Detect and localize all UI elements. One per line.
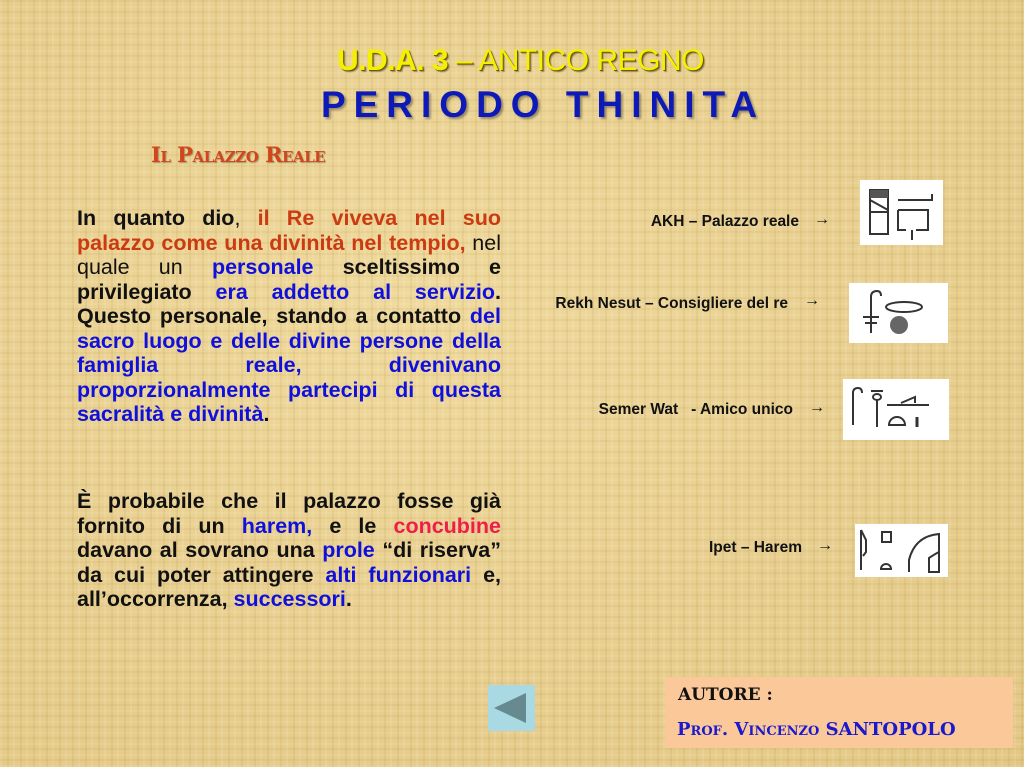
arrow-right-icon: → [817, 537, 833, 554]
title-unit: U.D.A. 3 [337, 44, 449, 77]
text-segment: . [345, 587, 352, 611]
text-segment: nel quale un [77, 230, 502, 279]
text-segment: e le [312, 513, 394, 538]
title-rest: – ANTICO REGNO [448, 44, 704, 77]
arrow-right-icon: → [814, 211, 830, 228]
text-segment-highlight: del sacro luogo e delle divine persone della famiglia reale, divenivano proporzionalmente partecipi di questa sacralità e divinità [77, 304, 501, 426]
author-box [665, 677, 1013, 748]
hieroglyph-semer-wat-icon [843, 379, 949, 440]
text-segment-highlight: personale [211, 255, 314, 279]
triangle-left-icon [488, 685, 535, 731]
text-segment: e, all’occorrenza, [77, 562, 502, 611]
text-segment: È probabile che il palazzo fosse già fornito di un [77, 489, 501, 538]
text-segment: sceltissimo e privilegiato [77, 255, 501, 304]
text-segment-highlight: concubine [393, 513, 501, 538]
paragraph-2 [77, 489, 501, 612]
glossary-label-semer-wat: Semer Wat - Amico unico [598, 401, 793, 418]
text-segment-highlight: era addetto al servizio [215, 279, 496, 304]
text-segment: , [234, 206, 258, 230]
text-segment: In quanto dio [77, 206, 235, 230]
back-button[interactable] [488, 685, 535, 731]
text-segment: “di riserva” da cui poter attingere [77, 538, 501, 587]
text-segment-highlight: prole [322, 538, 375, 562]
slide-heading: PERIODO THINITA [320, 84, 766, 125]
text-segment-highlight: harem, [241, 513, 313, 538]
section-subtitle: Il Palazzo Reale [151, 142, 326, 167]
text-segment: . Questo personale, stando a contatto [77, 279, 501, 328]
hieroglyph-akh-icon [860, 180, 943, 245]
arrow-right-icon: → [804, 292, 820, 309]
author-name: Prof. Vincenzo SANTOPOLO [677, 719, 956, 740]
text-segment-highlight: il Re viveva nel suo palazzo come una divinità nel tempio, [77, 206, 501, 255]
hieroglyph-ipet-icon [855, 524, 948, 577]
glossary-label-rekh-nesut: Rekh Nesut – Consigliere del re [555, 295, 788, 312]
hieroglyph-rekh-nesut-icon [849, 283, 948, 343]
glossary-label-akh: AKH – Palazzo reale [650, 213, 799, 230]
text-segment: . [263, 402, 270, 426]
slide-title [0, 44, 1024, 78]
text-segment: davano al sovrano una [77, 538, 323, 562]
glossary-label-ipet: Ipet – Harem [708, 539, 802, 556]
text-segment-highlight: alti funzionari [325, 562, 472, 587]
text-segment-highlight: successori [233, 587, 346, 611]
author-label: AUTORE : [678, 685, 773, 705]
arrow-right-icon: → [809, 399, 825, 416]
paragraph-1 [77, 206, 501, 427]
